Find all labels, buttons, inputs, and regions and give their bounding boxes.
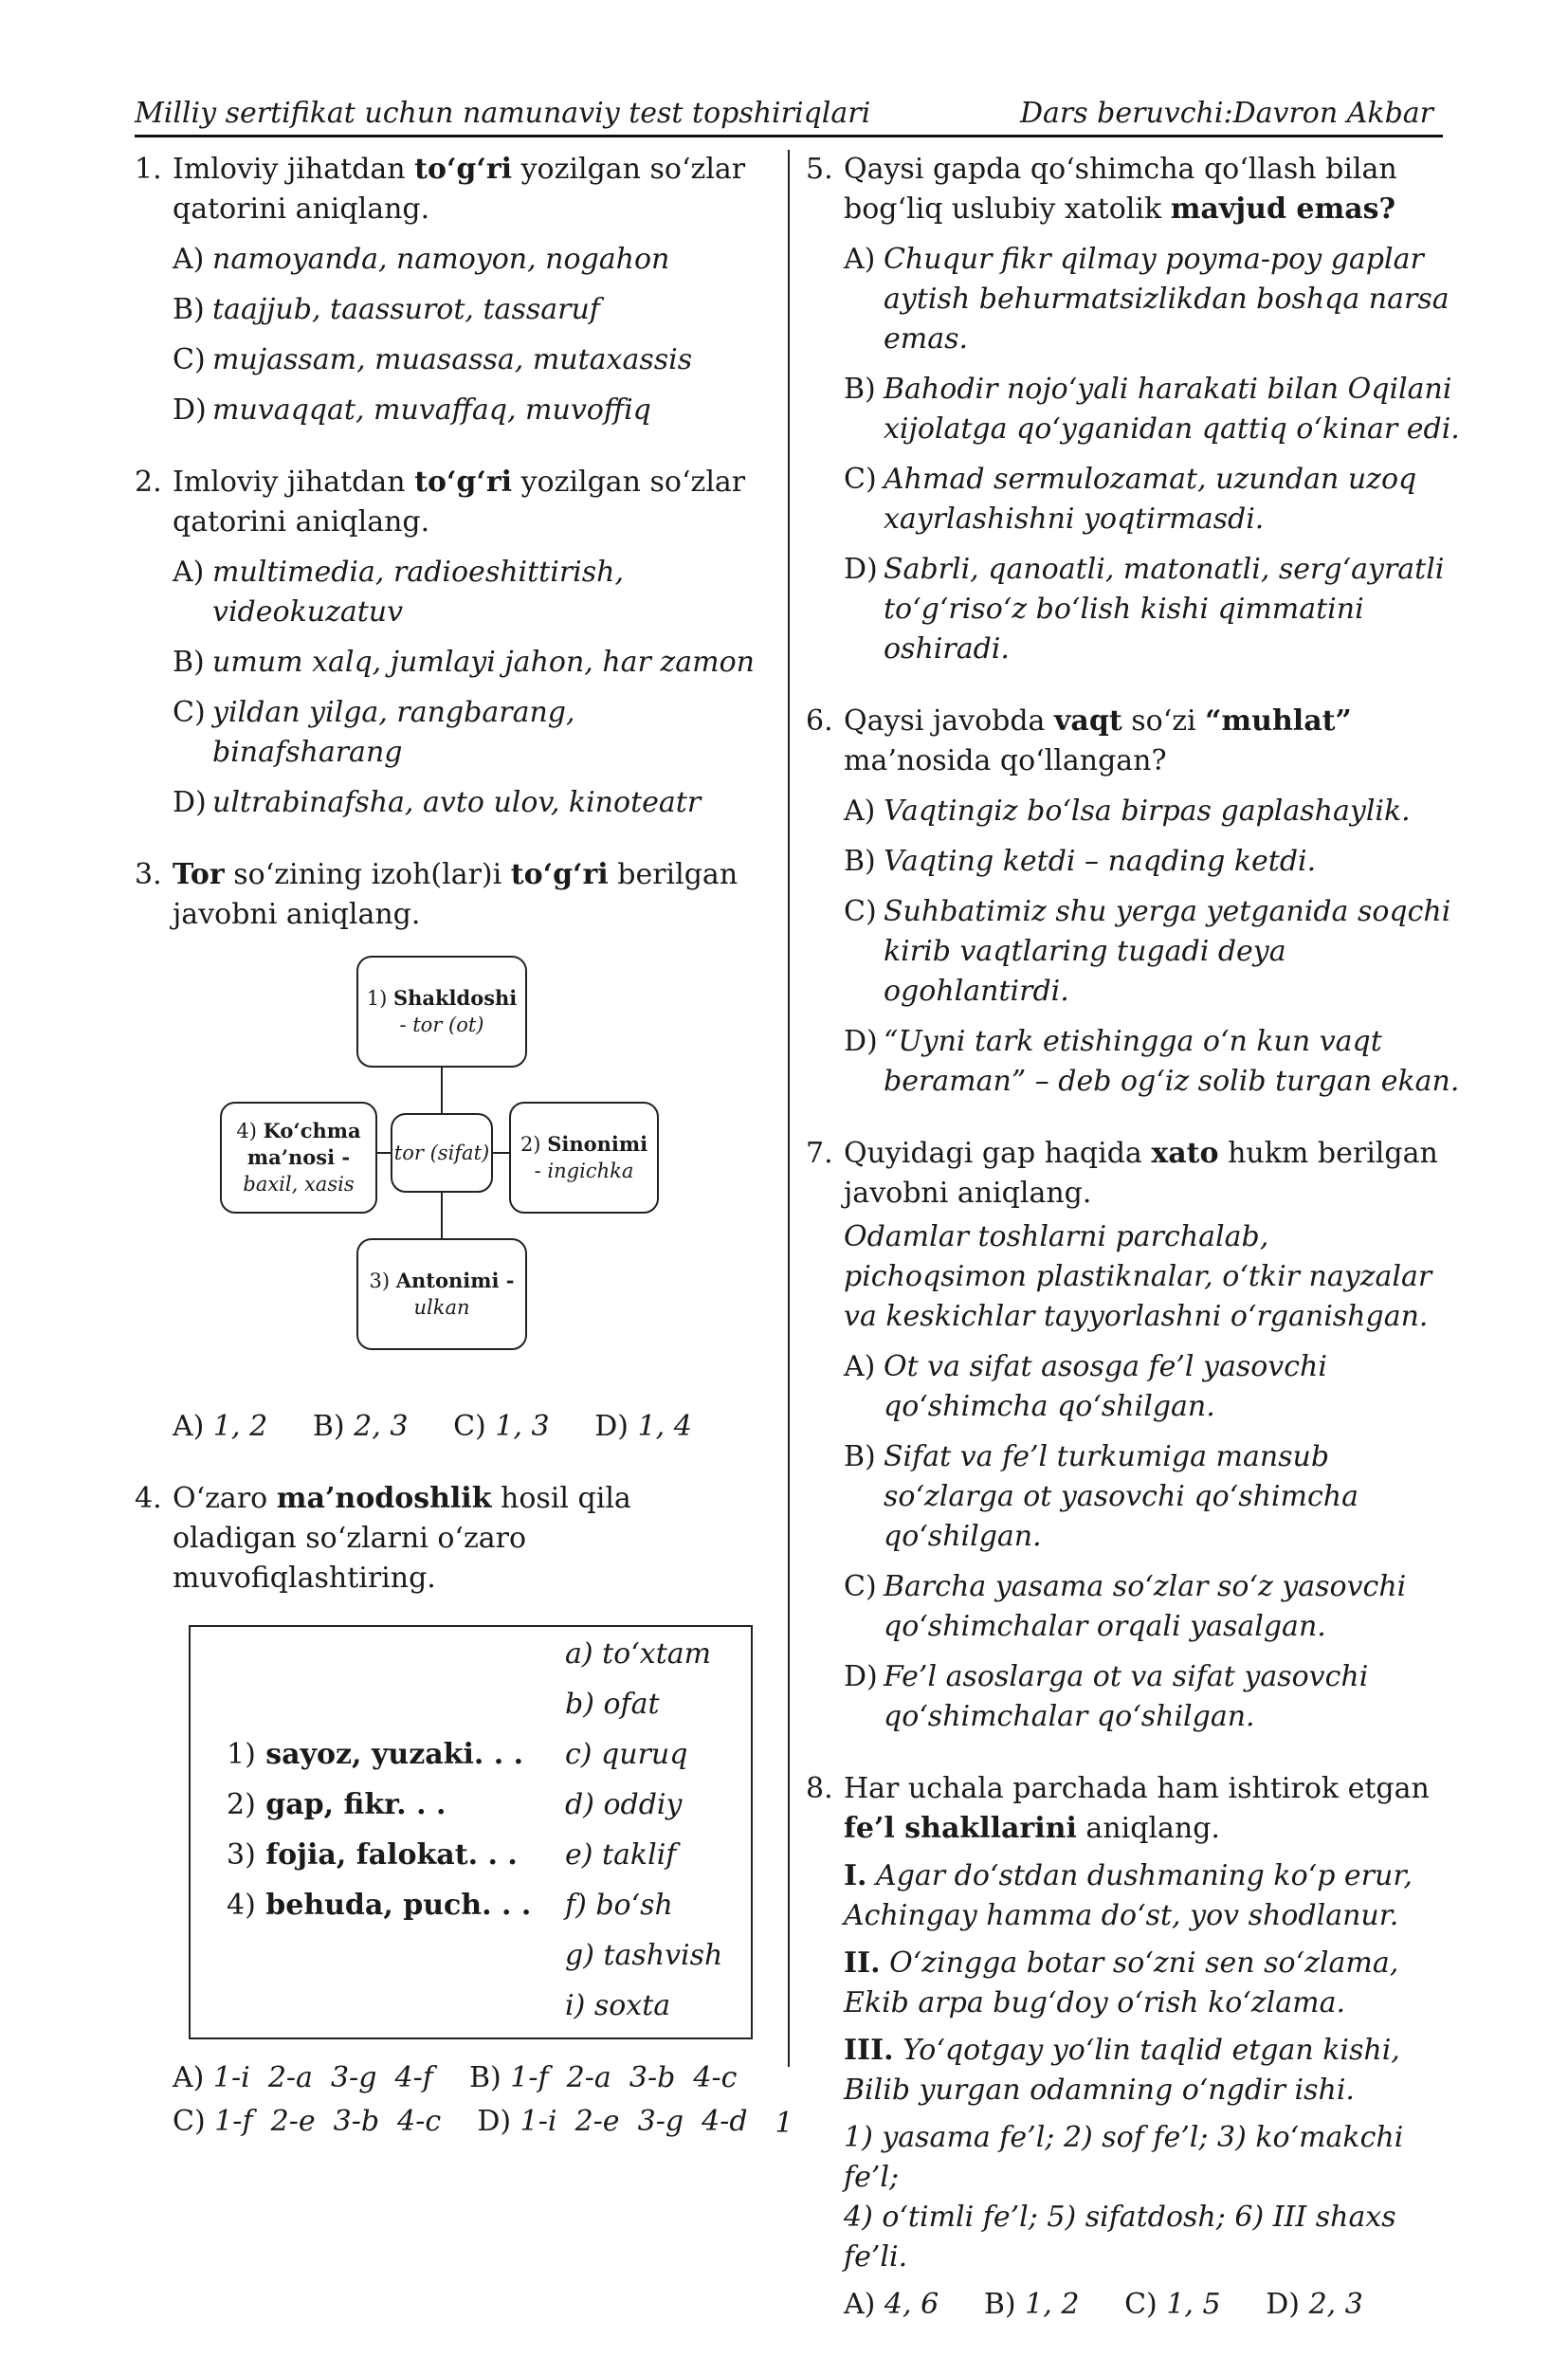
box-title: Sinonimi (547, 1132, 648, 1156)
column-divider (788, 150, 790, 2067)
option-label: A) (173, 2061, 205, 2094)
stem-text: Imloviy jihatdan (173, 466, 415, 499)
synonym-box (509, 1102, 659, 1214)
box-subtitle: - tor (ot) (399, 1014, 484, 1036)
option-label: C) (844, 463, 877, 496)
question-number: 5. (806, 153, 833, 186)
stem-emphasis: to‘g‘ri (510, 858, 609, 891)
header-title: Milliy sertifikat uchun namunaviy test topshiriqlari (135, 97, 871, 130)
stem-text: O‘zaro (173, 1482, 277, 1515)
poem-excerpt (806, 1944, 1460, 2023)
option-text: umum xalq, jumlayi jahon, har zamon (212, 646, 755, 679)
poem-line: Bilib yurgan odamning o‘ngdir ishi. (844, 2074, 1355, 2107)
poem-line: Yo‘qotgay yo‘lin taqlid etgan kishi, (903, 2034, 1400, 2067)
option-label: A) (173, 243, 205, 276)
question-number: 6. (806, 704, 833, 738)
option-text: Barcha yasama so‘zlar so‘z yasovchi qo‘shimchalar orqali yasalgan. (884, 1570, 1407, 1643)
homonym-box (356, 956, 527, 1068)
match-right-item: a) to‘xtam (565, 1637, 712, 1671)
option-b[interactable] (135, 290, 760, 330)
box-subtitle: baxil, xasis (243, 1173, 355, 1196)
box-number: 1) (366, 987, 388, 1010)
option-text: 4, 6 (884, 2288, 939, 2321)
option-text: 1, 2 (212, 1410, 268, 1443)
option-label: C) (173, 2105, 206, 2138)
poem-line: O‘zingga botar so‘zni sen so‘zlama, (889, 1946, 1399, 1980)
match-right-item: e) taklif (565, 1838, 677, 1872)
option-label: D) (844, 553, 878, 586)
option-label: A) (173, 556, 205, 589)
stem-emphasis: Tor (173, 858, 225, 891)
box-subtitle: - ingichka (534, 1160, 634, 1182)
option-c[interactable] (806, 460, 1460, 539)
option-a[interactable] (806, 792, 1460, 831)
question-number: 1. (135, 153, 162, 186)
stem-emphasis: to‘g‘ri (414, 466, 513, 499)
box-subtitle: ulkan (413, 1296, 470, 1319)
option-text: 1, 2 (1025, 2288, 1080, 2321)
option-text: muvaqqat, muvaffaq, muvoffiq (212, 393, 651, 427)
match-left-number: 4) (227, 1889, 256, 1922)
option-text: Ahmad sermulozamat, uzundan uzoq xayrlashishni yoqtirmasdi. (884, 463, 1417, 536)
option-c[interactable] (1124, 2288, 1220, 2321)
option-d[interactable] (135, 391, 760, 430)
option-text: Vaqting ketdi – naqding ketdi. (884, 845, 1317, 878)
option-b[interactable] (806, 370, 1460, 449)
stem-text: Har uchala parchada ham ishtirok etgan (844, 1772, 1430, 1805)
box-number: 3) (369, 1270, 391, 1292)
stem-text: yozilgan so‘zlar qatorini aniqlang. (173, 153, 746, 226)
option-d[interactable] (1266, 2288, 1363, 2321)
option-c[interactable] (453, 1410, 549, 1443)
option-b[interactable] (806, 1437, 1460, 1557)
word-relations-diagram (135, 954, 760, 1399)
box-title: Ko‘chma (263, 1119, 361, 1142)
option-text: 1, 3 (495, 1410, 550, 1443)
question-2 (135, 463, 760, 823)
stem-emphasis: mavjud emas? (1170, 192, 1396, 226)
stem-text: ma’nosida qo‘llangan? (844, 744, 1167, 777)
option-text: 1, 4 (637, 1410, 692, 1443)
option-a[interactable] (844, 2288, 939, 2321)
question-stem (806, 702, 1460, 781)
option-a[interactable] (135, 240, 760, 280)
box-title: Shakldoshi (392, 986, 518, 1010)
question-5 (806, 150, 1460, 669)
match-left-item (227, 1735, 523, 1775)
option-label: B) (173, 646, 205, 679)
option-text: Fe’l asoslarga ot va sifat yasovchi qo‘shimchalar qo‘shilgan. (884, 1660, 1369, 1733)
left-column (135, 150, 760, 2176)
option-label: B) (173, 293, 205, 326)
stem-text: Quyidagi gap haqida (844, 1137, 1152, 1170)
option-label: B) (312, 1410, 345, 1443)
question-stem (135, 1479, 760, 1599)
stem-text: yozilgan so‘zlar qatorini aniqlang. (173, 466, 746, 539)
option-label: C) (1124, 2288, 1158, 2321)
match-right-item: g) tashvish (565, 1939, 723, 1972)
option-c[interactable] (135, 693, 760, 773)
option-c[interactable] (806, 892, 1460, 1012)
question-stem (806, 1134, 1460, 1214)
stem-text: Qaysi gapda qo‘shimcha qo‘llash bilan bog‘liq uslubiy xatolik (844, 153, 1397, 226)
question-stem (135, 463, 760, 542)
match-left-text: sayoz, yuzaki. . . (265, 1738, 524, 1771)
excerpt-number: I. (844, 1859, 867, 1892)
option-text: Suhbatimiz shu yerga yetganida soqchi kirib vaqtlaring tugadi deya ogohlantirdi. (884, 895, 1451, 1008)
option-text: ultrabinafsha, avto ulov, kinoteatr (212, 786, 702, 819)
stem-text: Imloviy jihatdan (173, 153, 415, 186)
verb-forms-line: 4) o‘timli fe’l; 5) sifatdosh; 6) III shaxs fe’li. (844, 2201, 1396, 2274)
question-4 (135, 1479, 760, 2144)
question-number: 7. (806, 1137, 833, 1170)
stem-text: so‘zi (1121, 704, 1206, 738)
option-label: B) (844, 373, 876, 406)
option-label: B) (983, 2288, 1016, 2321)
box-title: ma’nosi - (246, 1145, 351, 1169)
header-author: Dars beruvchi:Davron Akbar (1019, 97, 1433, 130)
option-d[interactable] (594, 1410, 692, 1443)
option-text: 2, 3 (354, 1410, 409, 1443)
verb-forms-line: 1) yasama fe’l; 2) sof fe’l; 3) ko‘makchi fe’l; (844, 2121, 1404, 2194)
option-c[interactable] (806, 1567, 1460, 1647)
option-text: Chuqur fikr qilmay poyma-poy gaplar aytish behurmatsizlikdan boshqa narsa emas. (884, 243, 1449, 356)
stem-emphasis: “muhlat” (1205, 704, 1352, 738)
option-a[interactable] (135, 553, 760, 632)
option-text: multimedia, radioeshittirish, videokuzatuv (212, 556, 625, 629)
question-1 (135, 150, 760, 430)
excerpt-number: III. (844, 2034, 894, 2067)
option-label: C) (844, 1570, 877, 1603)
option-text: Sifat va fe’l turkumiga mansub so‘zlarga ot yasovchi qo‘shimcha qo‘shilgan. (884, 1440, 1358, 1553)
option-label: C) (453, 1410, 486, 1443)
option-label: C) (844, 895, 877, 928)
poem-excerpt (806, 2031, 1460, 2110)
question-stem (135, 855, 760, 935)
figurative-meaning-box (220, 1102, 377, 1214)
option-label: D) (594, 1410, 629, 1443)
match-right-item: f) bo‘sh (565, 1889, 673, 1922)
stem-text: berilgan javobni aniqlang. (173, 858, 738, 931)
poem-excerpt (806, 1856, 1460, 1936)
question-number: 2. (135, 466, 162, 499)
stem-text: Qaysi javobda (844, 704, 1054, 738)
option-label: C) (173, 696, 206, 729)
stem-emphasis: fe’l shakllarini (844, 1812, 1077, 1845)
match-left-number: 3) (227, 1838, 256, 1872)
stem-emphasis: xato (1151, 1137, 1219, 1170)
option-text: 1-f 2-a 3-b 4-c (510, 2061, 738, 2094)
option-text: mujassam, muasassa, mutaxassis (212, 343, 693, 376)
stem-text: hosil qila oladigan so‘zlarni o‘zaro muvofiqlashtiring. (173, 1482, 631, 1595)
match-left-text: fojia, falokat. . . (265, 1838, 518, 1872)
match-right-item: c) quruq (565, 1738, 688, 1771)
option-label: B) (844, 1440, 876, 1473)
option-b[interactable] (313, 1410, 409, 1443)
option-b[interactable] (806, 842, 1460, 882)
option-label: A) (844, 1350, 876, 1383)
option-text: namoyanda, namoyon, nogahon (212, 243, 670, 276)
antonym-box (356, 1238, 527, 1350)
option-a[interactable] (806, 240, 1460, 359)
option-label: A) (173, 1410, 205, 1443)
question-stem (135, 150, 760, 229)
answer-choices (135, 1407, 760, 1447)
option-label: A) (844, 2288, 876, 2321)
option-d[interactable] (806, 1022, 1460, 1102)
option-label: D) (1266, 2288, 1301, 2321)
option-label: D) (477, 2105, 512, 2138)
option-c[interactable] (135, 340, 760, 380)
option-label: D) (173, 786, 207, 819)
option-label: A) (844, 243, 876, 276)
question-stem (806, 150, 1460, 229)
right-column (806, 150, 1460, 2357)
option-d[interactable] (135, 783, 760, 823)
match-left-number: 2) (227, 1788, 256, 1821)
match-right-item: b) ofat (565, 1688, 660, 1721)
option-b[interactable] (469, 2061, 737, 2094)
option-text: 1, 5 (1166, 2288, 1221, 2321)
option-text: 1-i 2-a 3-g 4-f (212, 2061, 433, 2094)
verb-forms-list (806, 2118, 1460, 2277)
question-number: 3. (135, 858, 162, 891)
page-header (135, 95, 1443, 137)
option-text: Sabrli, qanoatli, matonatli, serg‘ayratli to‘g‘riso‘z bo‘lish kishi qimmatini oshiradi. (884, 553, 1445, 666)
answer-choices (806, 2285, 1460, 2325)
option-b[interactable] (135, 643, 760, 683)
option-text: “Uyni tark etishingga o‘n kun vaqt beraman” – deb og‘iz solib turgan ekan. (884, 1025, 1460, 1098)
match-left-text: behuda, puch. . . (265, 1889, 532, 1922)
option-a[interactable] (806, 1347, 1460, 1427)
match-left-item (227, 1785, 446, 1825)
option-label: D) (844, 1025, 878, 1058)
question-7 (806, 1134, 1460, 1737)
option-label: B) (844, 845, 876, 878)
match-left-number: 1) (227, 1738, 256, 1771)
option-label: A) (844, 795, 876, 828)
example-sentence: Odamlar toshlarni parchalab, pichoqsimon plastiknalar, o‘tkir nayzalar va keskichlar tayyorlashni o‘rganishgan. (844, 1220, 1432, 1333)
question-number: 4. (135, 1482, 162, 1515)
question-stem (806, 1769, 1460, 1849)
option-b[interactable] (984, 2288, 1080, 2321)
match-right-item: d) oddiy (565, 1788, 683, 1821)
center-word-box (391, 1113, 493, 1193)
box-title: Antonimi - (395, 1269, 515, 1292)
option-d[interactable] (806, 550, 1460, 669)
poem-line: Achingay hamma do‘st, yov shodlanur. (844, 1899, 1399, 1932)
option-label: D) (173, 393, 207, 427)
page-number: 1 (775, 2107, 793, 2140)
option-text: taajjub, taassurot, tassaruf (212, 293, 600, 326)
option-text: 1-i 2-e 3-g 4-d (520, 2105, 748, 2138)
match-right-item: i) soxta (565, 1989, 671, 2022)
option-text: 2, 3 (1308, 2288, 1363, 2321)
stem-text: so‘zining izoh(lar)i (224, 858, 511, 891)
stem-emphasis: vaqt (1053, 704, 1122, 738)
question-6 (806, 702, 1460, 1102)
option-text: Vaqtingiz bo‘lsa birpas gaplashaylik. (884, 795, 1411, 828)
option-text: Bahodir nojo‘yali harakati bilan Oqilani xijolatga qo‘yganidan qattiq o‘kinar edi. (884, 373, 1460, 446)
match-left-item (227, 1836, 518, 1875)
match-left-text: gap, fikr. . . (265, 1788, 447, 1821)
stem-emphasis: ma’nodoshlik (276, 1482, 492, 1515)
poem-line: Ekib arpa bug‘doy o‘rish ko‘zlama. (844, 1986, 1345, 2019)
option-text: 1-f 2-e 3-b 4-c (214, 2105, 442, 2138)
question-3 (135, 855, 760, 1447)
stem-emphasis: to‘g‘ri (414, 153, 513, 186)
option-text: Ot va sifat asosga fe’l yasovchi qo‘shimcha qo‘shilgan. (884, 1350, 1327, 1423)
box-number: 4) (236, 1120, 257, 1142)
option-d[interactable] (806, 1657, 1460, 1737)
question-8 (806, 1769, 1460, 2325)
poem-line: Agar do‘stdan dushmaning ko‘p erur, (876, 1859, 1413, 1892)
option-label: D) (844, 1660, 878, 1693)
option-text: yildan yilga, rangbarang, binafsharang (212, 696, 575, 769)
question-number: 8. (806, 1772, 833, 1805)
stem-text: aniqlang. (1076, 1812, 1220, 1845)
option-label: B) (468, 2061, 501, 2094)
option-a[interactable] (173, 2061, 433, 2094)
option-a[interactable] (173, 1410, 267, 1443)
box-number: 2) (520, 1133, 541, 1156)
stem-text: hukm berilgan javobni aniqlang. (844, 1137, 1438, 1210)
match-left-item (227, 1886, 531, 1926)
matching-table (189, 1625, 753, 2039)
center-word: tor (sifat) (393, 1142, 490, 1164)
option-label: C) (173, 343, 206, 376)
excerpt-number: II. (844, 1946, 881, 1980)
